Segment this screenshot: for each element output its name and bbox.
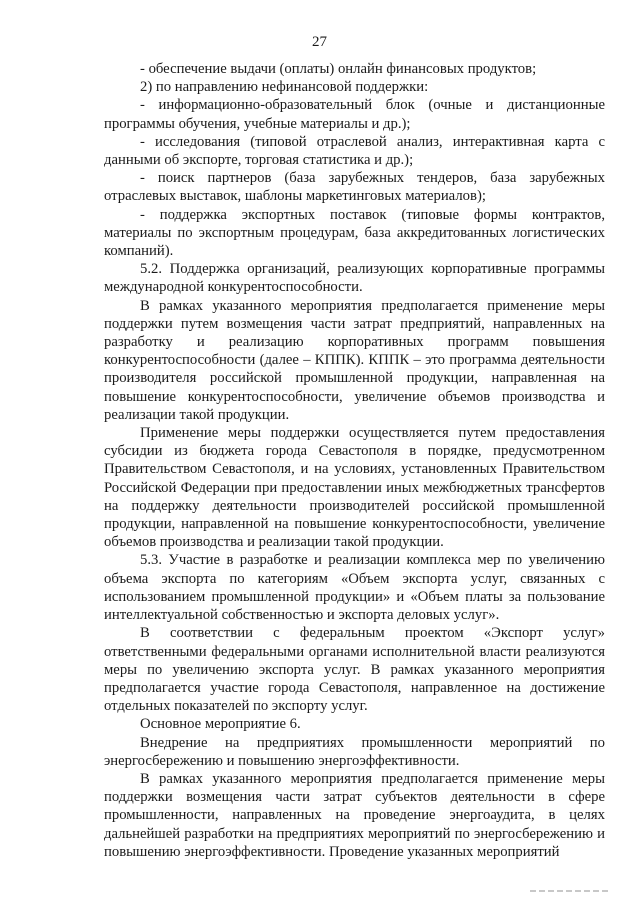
paragraph-kppk: В рамках указанного мероприятия предполагается применение меры поддержки путем возмещения части затрат предприятий, направленных на разработку и реализацию корпоративных программ повышения конкурентоспособности (далее – КППК). КППК – это программа деятельности производителя российской промышленной продукции, направленная на повышение конкурентоспособности, увеличение объемов производства и реализации такой продукции.: [104, 297, 605, 423]
paragraph-energy-audit: В рамках указанного мероприятия предполагается применение меры поддержки возмещения части затрат субъектов деятельности в сфере промышленности, направленных на проведение энергоаудита, в целях дальнейшей разработки на предприятиях мероприятий по энергосбережению и повышению энергоэффективности. Проведение указанных мероприятий: [104, 770, 605, 860]
paragraph-section-5-2: 5.2. Поддержка организаций, реализующих корпоративные программы международной конкурентоспособности.: [104, 261, 605, 296]
document-body: [104, 60, 605, 861]
paragraph-bullet-partners: - поиск партнеров (база зарубежных тендеров, база зарубежных отраслевых выставок, шаблоны маркетинговых материалов);: [104, 170, 605, 205]
paragraph-nonfinancial-support: 2) по направлению нефинансовой поддержки:: [140, 79, 429, 96]
paragraph-bullet-education: - информационно-образовательный блок (очные и дистанционные программы обучения, учебные материалы и др.);: [104, 97, 605, 132]
scan-artifact: [530, 890, 610, 894]
paragraph-main-event-6: Основное мероприятие 6.: [140, 716, 301, 733]
paragraph-export-services: В соответствии с федеральным проектом «Экспорт услуг» ответственными федеральными органами исполнительной власти реализуются меры по увеличению экспорта услуг. В рамках указанного мероприятия предполагается участие города Севастополя, направленное на достижение отдельных показателей по экспорту услуг.: [104, 625, 605, 715]
paragraph-section-5-3: 5.3. Участие в разработке и реализации комплекса мер по увеличению объема экспорта по категориям «Объем экспорта услуг, связанных с использованием промышленной продукции» и «Объем платы за пользование интеллектуальной собственностью и экспорта деловых услуг».: [104, 552, 605, 624]
page-number: 27: [312, 34, 327, 50]
paragraph-energy-saving: Внедрение на предприятиях промышленности мероприятий по энергосбережению и повышению энергоэффективности.: [104, 734, 605, 769]
paragraph-bullet-online-finance: - обеспечение выдачи (оплаты) онлайн финансовых продуктов;: [140, 61, 537, 77]
paragraph-bullet-research: - исследования (типовой отраслевой анализ, интерактивная карта с данными об экспорте, торговая статистика и др.);: [104, 133, 605, 169]
paragraph-subsidy: Применение меры поддержки осуществляется путем предоставления субсидии из бюджета города Севастополя в порядке, предусмотренном Правительством Севастополя, и на условиях, установленных Правительством Российской Федерации при предоставлении иных межбюджетных трансфертов на поддержку деятельности производителей российской промышленной продукции, направленной на повышение конкурентоспособности, увеличение объемов производства и реализации такой продукции.: [104, 425, 605, 551]
paragraph-bullet-export-supplies: - поддержка экспортных поставок (типовые формы контрактов, материалы по экспортным процедурам, база аккредитованных логистических компаний).: [104, 206, 605, 260]
